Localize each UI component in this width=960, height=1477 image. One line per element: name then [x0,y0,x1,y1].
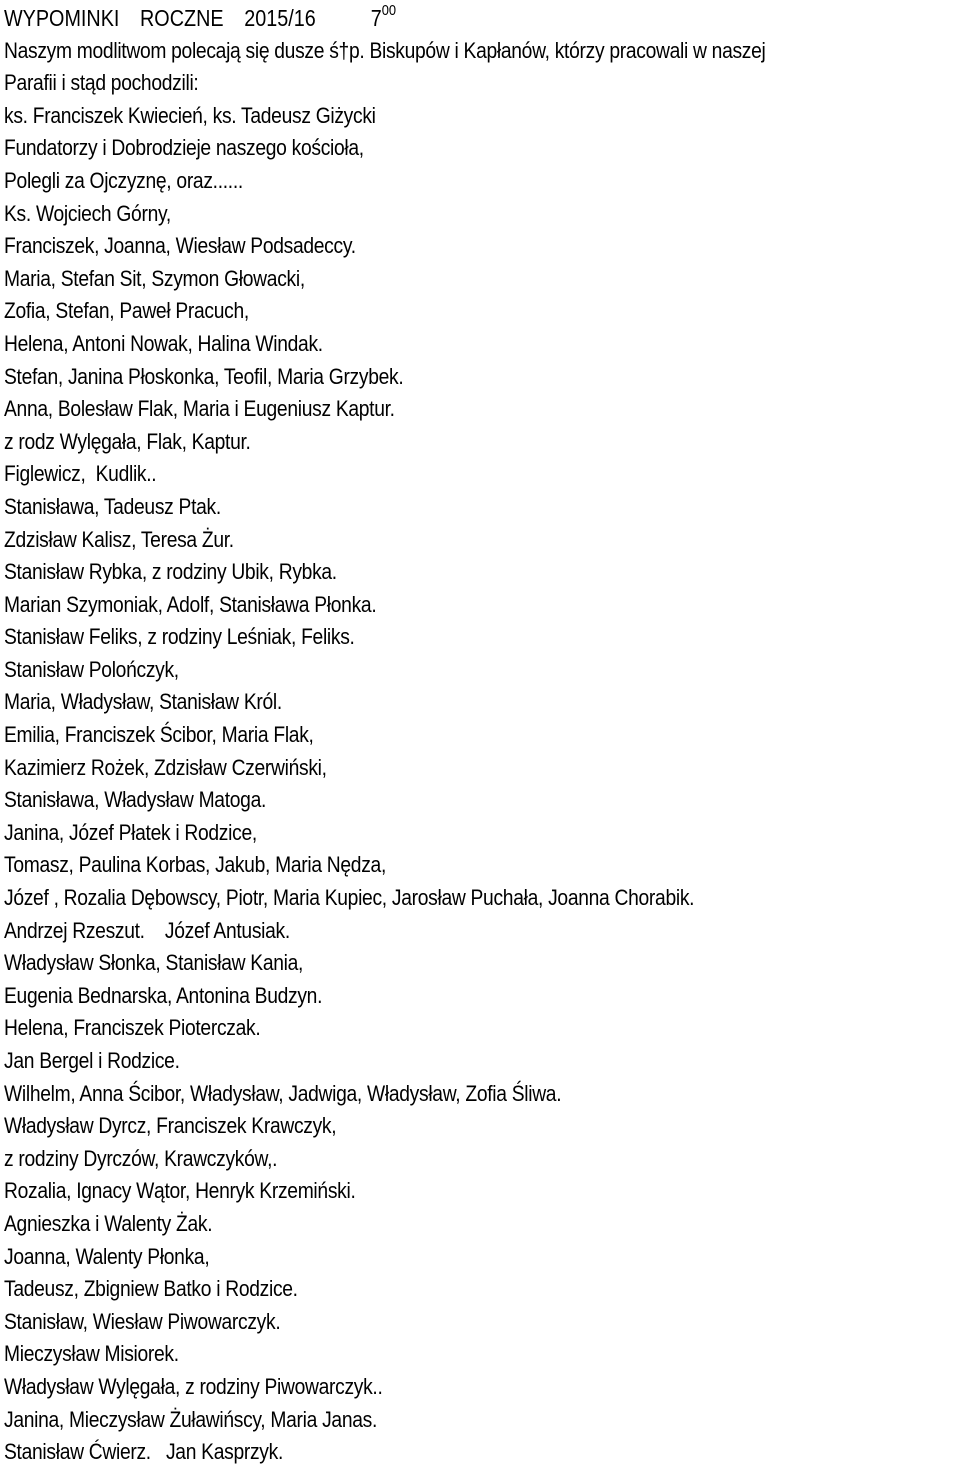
text-line: z rodz Wylęgała, Flak, Kaptur. [4,428,251,454]
text-line: Stanisław Feliks, z rodziny Leśniak, Feliks. [4,624,355,650]
text-line: Andrzej Rzeszut. Józef Antusiak. [4,917,290,943]
text-line: Helena, Antoni Nowak, Halina Windak. [4,330,323,356]
text-line: Zdzisław Kalisz, Teresa Żur. [4,526,234,552]
header-time [371,2,396,35]
text-line: Wilhelm, Anna Ścibor, Władysław, Jadwiga, Władysław, Zofia Śliwa. [4,1080,562,1106]
header-time-hour: 7 [370,5,382,31]
text-line: Janina, Mieczysław Żuławińscy, Maria Janas. [4,1406,378,1432]
header-title-word2: ROCZNE [140,5,224,31]
text-line: ks. Franciszek Kwiecień, ks. Tadeusz Giżycki [4,102,376,128]
text-line: Joanna, Walenty Płonka, [4,1243,210,1269]
text-line: Stanisława, Tadeusz Ptak. [4,493,221,519]
text-line: Polegli za Ojczyznę, oraz...... [4,167,243,193]
text-line: Anna, Bolesław Flak, Maria i Eugeniusz Kaptur. [4,396,395,422]
text-line: Figlewicz, Kudlik.. [4,461,157,487]
text-line: Fundatorzy i Dobrodzieje naszego kościoła, [4,135,364,161]
header-time-minutes: 00 [381,2,397,20]
text-line: z rodziny Dyrczów, Krawczyków,. [4,1145,278,1171]
text-line: Józef , Rozalia Dębowscy, Piotr, Maria Kupiec, Jarosław Puchała, Joanna Chorabik. [4,885,695,911]
text-line: Stanisław Ćwierz. Jan Kasprzyk. [4,1439,284,1465]
text-line: Zofia, Stefan, Paweł Pracuch, [4,298,249,324]
text-line: Eugenia Bednarska, Antonina Budzyn. [4,982,323,1008]
text-line: Władysław Słonka, Stanisław Kania, [4,950,304,976]
text-line: Stanisława, Władysław Matoga. [4,787,267,813]
text-line: Tomasz, Paulina Korbas, Jakub, Maria Nędza, [4,852,387,878]
text-line: Kazimierz Rożek, Zdzisław Czerwiński, [4,754,327,780]
text-line: Parafii i stąd pochodzili: [4,70,199,96]
text-line: Władysław Wylęgała, z rodziny Piwowarczyk.. [4,1373,383,1399]
document-page [4,2,823,1469]
header-year: 2015/16 [244,5,316,31]
text-line: Stanisław Rybka, z rodziny Ubik, Rybka. [4,559,337,585]
text-line: Jan Bergel i Rodzice. [4,1048,180,1073]
text-line: Rozalia, Ignacy Wątor, Henryk Krzemiński. [4,1178,356,1204]
text-line: Franciszek, Joanna, Wiesław Podsadeccy. [4,233,356,259]
text-line: Stanisław Polończyk, [4,656,179,682]
text-line: Agnieszka i Walenty Żak. [4,1210,213,1236]
header-title-word1: WYPOMINKI [4,5,120,31]
text-line: Helena, Franciszek Pioterczak. [4,1015,261,1041]
text-line: Emilia, Franciszek Ścibor, Maria Flak, [4,722,314,748]
text-line: Stanisław, Wiesław Piwowarczyk. [4,1308,281,1334]
text-line: Tadeusz, Zbigniew Batko i Rodzice. [4,1276,298,1302]
text-line: Stefan, Janina Płoskonka, Teofil, Maria Grzybek. [4,363,404,389]
text-line: Naszym modlitwom polecają się dusze ś†p. Biskupów i Kapłanów, którzy pracowali w naszej [4,37,766,63]
text-line: Ks. Wojciech Górny, [4,200,171,226]
text-line: Marian Szymoniak, Adolf, Stanisława Płonka. [4,591,377,617]
text-line: Maria, Stefan Sit, Szymon Głowacki, [4,265,305,291]
text-line: Janina, Józef Płatek i Rodzice, [4,819,257,845]
text-line: Władysław Dyrcz, Franciszek Krawczyk, [4,1113,337,1139]
document-header [4,2,823,35]
text-line: Mieczysław Misiorek. [4,1341,179,1367]
text-line: Maria, Władysław, Stanisław Król. [4,689,282,715]
names-list [4,35,823,1469]
